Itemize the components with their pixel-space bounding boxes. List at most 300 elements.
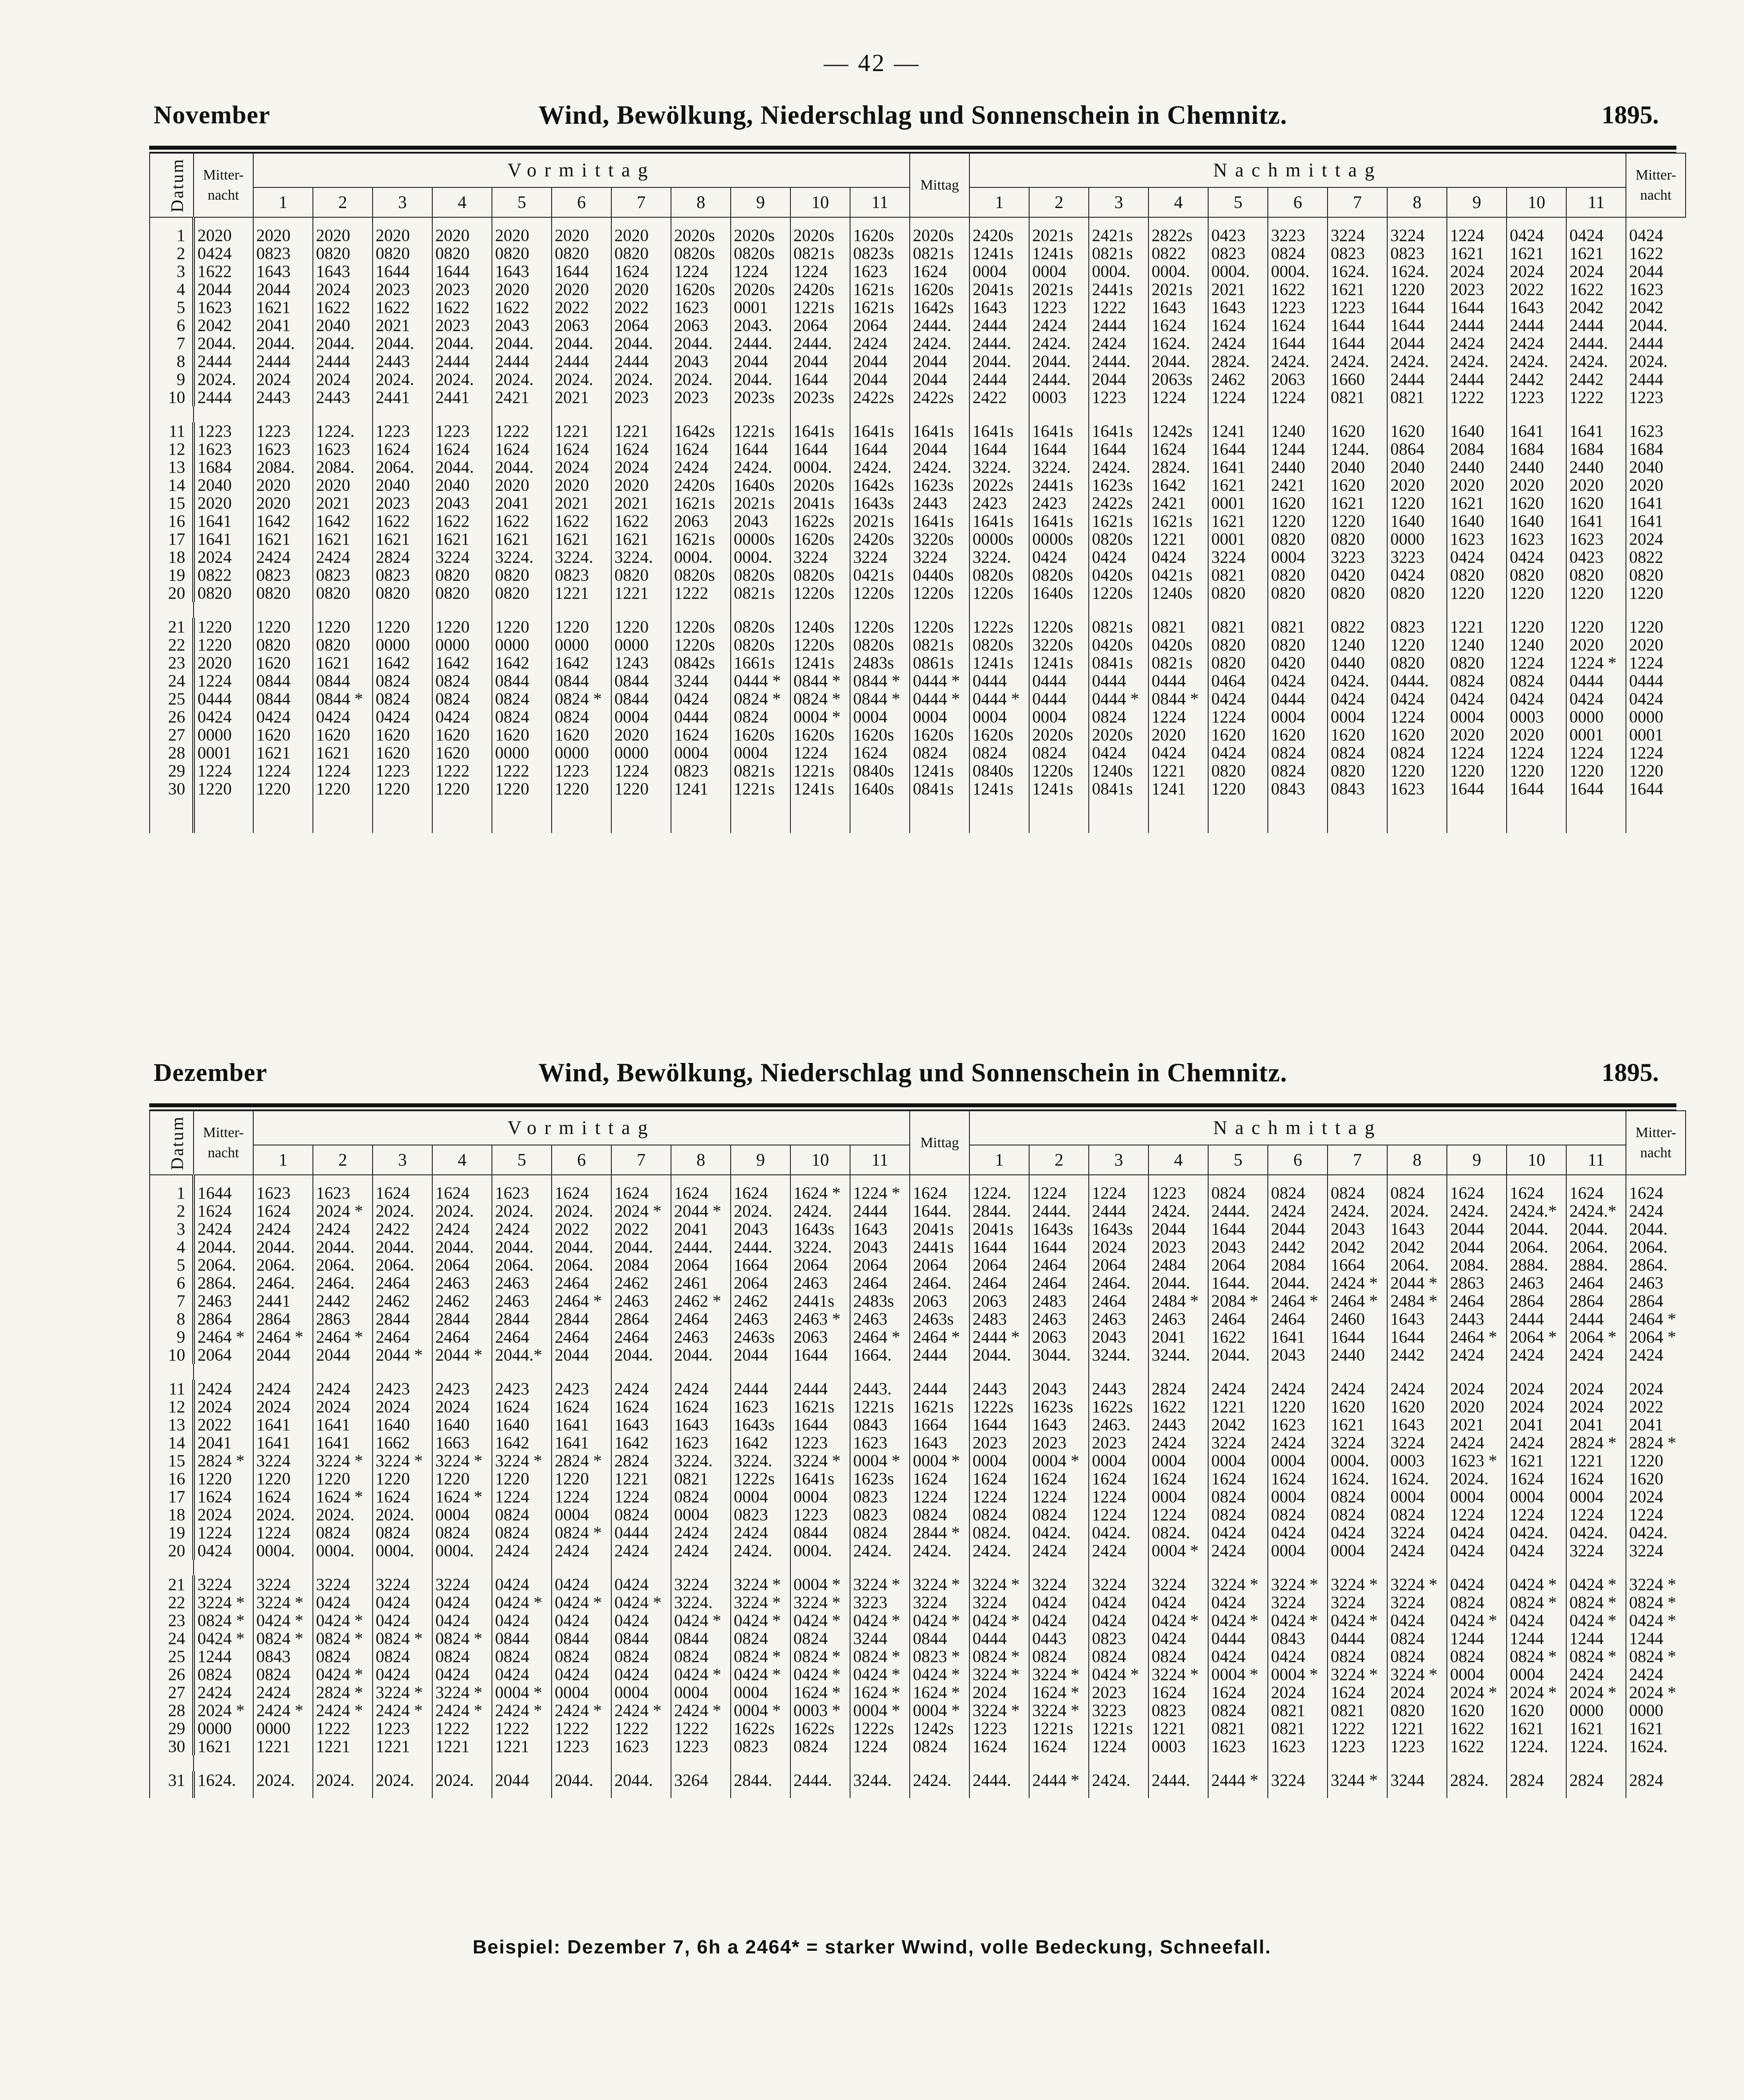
day-number: 6 — [150, 1274, 194, 1292]
table-row — [150, 370, 1686, 388]
observation-cell: 2484 — [1148, 1256, 1208, 1274]
observation-cell: 1622 — [1566, 280, 1626, 298]
observation-cell: 0820 — [1268, 530, 1328, 548]
observation-cell: 2443 — [910, 494, 969, 512]
observation-cell: 2424 — [1387, 1542, 1447, 1560]
observation-cell: 0823 * — [910, 1648, 969, 1666]
observation-cell: 0000 — [194, 1719, 253, 1737]
observation-cell: 1684 — [1566, 440, 1626, 458]
observation-cell: 1660 — [1328, 370, 1387, 388]
observation-cell: 2444 — [194, 388, 253, 406]
top-rule — [149, 1103, 1676, 1107]
observation-cell: 1222s — [969, 618, 1029, 636]
observation-cell: 0820 — [492, 566, 552, 584]
gap-cell — [1089, 406, 1148, 422]
observation-cell: 0824 — [432, 690, 492, 708]
observation-cell: 3224. — [492, 548, 552, 566]
observation-cell: 0844 * — [313, 690, 373, 708]
observation-cell: 0824 — [1208, 1506, 1268, 1524]
observation-cell: 3224 — [1387, 1434, 1447, 1452]
observation-cell: 2441 — [253, 1292, 313, 1310]
hour-header: 4 — [432, 187, 492, 217]
observation-cell: 0004 — [432, 1506, 492, 1524]
observation-cell: 1621 — [253, 298, 313, 316]
observation-cell: 0824 — [1148, 1648, 1208, 1666]
observation-cell: 1644 — [790, 440, 850, 458]
observation-cell: 1640s — [850, 780, 910, 798]
observation-cell: 2444 — [1387, 370, 1447, 388]
observation-cell: 1224 — [194, 672, 253, 690]
observation-cell: 0004. — [253, 1542, 313, 1560]
observation-cell: 1222 — [671, 1719, 731, 1737]
day-number: 8 — [150, 1310, 194, 1328]
observation-cell: 1220 — [1387, 494, 1447, 512]
observation-cell: 2423 — [432, 1380, 492, 1398]
observation-cell: 1222 — [1089, 298, 1148, 316]
observation-cell: 3224 — [910, 1594, 969, 1612]
observation-cell: 0820s — [969, 636, 1029, 654]
observation-cell: 2022 — [194, 1416, 253, 1434]
observation-cell: 1664. — [850, 1346, 910, 1364]
hour-header: 9 — [731, 1145, 790, 1175]
observation-cell: 0824 * — [1626, 1648, 1686, 1666]
observation-cell: 2041 — [1566, 1416, 1626, 1434]
day-number: 26 — [150, 708, 194, 726]
observation-cell: 0824 — [1208, 1175, 1268, 1202]
observation-cell: 0424 * — [671, 1612, 731, 1630]
day-number: 25 — [150, 690, 194, 708]
observation-cell: 0824 * — [850, 1648, 910, 1666]
gap-cell — [850, 1364, 910, 1380]
observation-cell: 1622 — [1268, 280, 1328, 298]
gap-cell — [1566, 1364, 1626, 1380]
observation-cell: 3224 * — [1029, 1702, 1089, 1719]
day-number: 30 — [150, 1737, 194, 1755]
observation-cell: 2044 — [1148, 1220, 1208, 1238]
observation-cell: 2021s — [731, 494, 790, 512]
tail-cell — [790, 798, 850, 833]
observation-cell: 3224 * — [1268, 1576, 1328, 1594]
observation-cell: 2024. — [313, 1771, 373, 1789]
observation-cell: 0824 — [492, 1506, 552, 1524]
mittag-header: Mittag — [910, 1111, 969, 1175]
observation-cell: 1624 — [1148, 1470, 1208, 1488]
observation-cell: 2024. — [1387, 1202, 1447, 1220]
observation-cell: 2020 — [1507, 476, 1566, 494]
observation-cell: 1624 — [1268, 316, 1328, 334]
observation-cell: 2024. — [552, 370, 611, 388]
table-row — [150, 458, 1686, 476]
tail-cell — [552, 1789, 611, 1798]
table-row — [150, 726, 1686, 744]
observation-cell: 1663 — [432, 1434, 492, 1452]
observation-cell: 1621s — [1089, 512, 1148, 530]
observation-cell: 2463 — [492, 1292, 552, 1310]
tail-cell — [731, 1789, 790, 1798]
observation-cell: 2024. — [253, 1771, 313, 1789]
observation-cell: 2044.* — [492, 1346, 552, 1364]
observation-cell: 2864. — [1626, 1256, 1686, 1274]
observation-cell: 0844 — [492, 1630, 552, 1648]
observation-cell: 1622 — [432, 512, 492, 530]
observation-cell: 2424 — [313, 548, 373, 566]
observation-cell: 0004. — [432, 1542, 492, 1560]
observation-cell: 2024 * — [194, 1702, 253, 1719]
tail-cell — [1626, 798, 1686, 833]
gap-cell — [969, 1755, 1029, 1771]
observation-cell: 2424. — [1089, 1771, 1148, 1789]
observation-cell: 1643 — [611, 1416, 671, 1434]
observation-cell: 0824 * — [1566, 1648, 1626, 1666]
table-row — [150, 1576, 1686, 1594]
observation-cell: 2424 — [671, 1524, 731, 1542]
observation-cell: 0424 * — [790, 1666, 850, 1684]
gap-cell — [492, 406, 552, 422]
observation-cell: 1624 — [1566, 1470, 1626, 1488]
observation-cell: 1620 — [492, 726, 552, 744]
observation-cell: 2442 — [1387, 1346, 1447, 1364]
gap-cell — [969, 1560, 1029, 1576]
observation-cell: 2483 — [1029, 1292, 1089, 1310]
observation-cell: 0003 — [1387, 1452, 1447, 1470]
hour-header: 3 — [1089, 1145, 1148, 1175]
observation-cell: 1222 — [313, 1719, 373, 1737]
observation-cell: 0004. — [313, 1542, 373, 1560]
observation-cell: 0821 — [1328, 1702, 1387, 1719]
observation-cell: 0424 — [373, 1612, 432, 1630]
hour-header: 8 — [1387, 187, 1447, 217]
observation-cell: 1623 — [1566, 530, 1626, 548]
nachmittag-header: Nachmittag — [969, 153, 1626, 187]
observation-cell: 1641s — [850, 422, 910, 440]
observation-cell: 0420s — [1089, 566, 1148, 584]
observation-cell: 2420s — [790, 280, 850, 298]
observation-cell: 2064. — [373, 1256, 432, 1274]
observation-cell: 2424 * — [1328, 1274, 1387, 1292]
table-row — [150, 440, 1686, 458]
observation-cell: 1622s — [1089, 1398, 1148, 1416]
observation-cell: 1642 — [313, 512, 373, 530]
table-row — [150, 530, 1686, 548]
observation-cell: 1622 — [611, 512, 671, 530]
observation-cell: 0864 — [1387, 440, 1447, 458]
observation-cell: 2041s — [910, 1220, 969, 1238]
observation-cell: 2864 — [253, 1310, 313, 1328]
observation-cell: 1624 — [1029, 1470, 1089, 1488]
observation-cell: 0004 — [1148, 1452, 1208, 1470]
vormittag-header: Vormittag — [253, 153, 910, 187]
observation-cell: 1621s — [671, 530, 731, 548]
observation-cell: 1624 * — [790, 1175, 850, 1202]
observation-cell: 3220s — [910, 530, 969, 548]
observation-cell: 1643 — [313, 262, 373, 280]
observation-cell: 2464. — [910, 1274, 969, 1292]
observation-cell: 0820 — [432, 566, 492, 584]
observation-cell: 0424. — [1566, 1524, 1626, 1542]
day-number: 9 — [150, 1328, 194, 1346]
observation-cell: 2424 — [552, 1542, 611, 1560]
gap-cell — [790, 406, 850, 422]
observation-cell: 2021 — [1208, 280, 1268, 298]
observation-cell: 1220 — [1566, 584, 1626, 602]
observation-cell: 1621 — [1208, 476, 1268, 494]
observation-cell: 0004. — [1148, 262, 1208, 280]
observation-cell: 0423 — [1208, 217, 1268, 244]
observation-cell: 0444 — [1626, 672, 1686, 690]
tail-cell — [1447, 1789, 1507, 1798]
observation-cell: 2024 — [1507, 1380, 1566, 1398]
observation-cell: 0444 * — [910, 672, 969, 690]
observation-cell: 2822s — [1148, 217, 1208, 244]
observation-cell: 1624 — [1507, 1470, 1566, 1488]
observation-cell: 2024 — [373, 1398, 432, 1416]
observation-cell: 1644 — [1089, 440, 1148, 458]
observation-cell: 2443 — [1089, 1380, 1148, 1398]
observation-cell: 2424 — [1447, 334, 1507, 352]
observation-cell: 1642 — [731, 1434, 790, 1452]
observation-cell: 0424 — [492, 1666, 552, 1684]
observation-cell: 1641 — [253, 1434, 313, 1452]
observation-cell: 1624 * — [313, 1488, 373, 1506]
observation-cell: 2064 — [910, 1256, 969, 1274]
observation-cell: 2024. — [194, 370, 253, 388]
observation-cell: 1641s — [1089, 422, 1148, 440]
observation-cell: 2462 — [432, 1292, 492, 1310]
observation-cell: 1624. — [1148, 334, 1208, 352]
section-title: Wind, Bewölkung, Niederschlag und Sonnenschein in Chemnitz. — [538, 1058, 1288, 1087]
observation-cell: 1622 — [432, 298, 492, 316]
observation-cell: 0424. — [1328, 672, 1387, 690]
observation-cell: 2024 — [1626, 1380, 1686, 1398]
observation-cell: 1643s — [850, 494, 910, 512]
observation-cell: 2424 — [492, 1542, 552, 1560]
observation-cell: 3224 * — [373, 1684, 432, 1702]
observation-cell: 2084 — [1447, 440, 1507, 458]
observation-cell: 0823s — [850, 244, 910, 262]
observation-cell: 0821 — [1268, 1702, 1328, 1719]
observation-cell: 0004 * — [1148, 1542, 1208, 1560]
observation-cell: 2483s — [850, 1292, 910, 1310]
observation-cell: 2024 — [1626, 1488, 1686, 1506]
observation-cell: 2424 — [253, 1380, 313, 1398]
observation-cell: 2424 — [1566, 1666, 1626, 1684]
gap-cell — [910, 406, 969, 422]
observation-cell: 1220 — [432, 618, 492, 636]
observation-cell: 3224 — [1566, 1542, 1626, 1560]
observation-cell: 0820 — [373, 584, 432, 602]
table-row — [150, 1612, 1686, 1630]
observation-cell: 1224 — [1447, 1506, 1507, 1524]
observation-cell: 1244 — [1268, 440, 1328, 458]
hour-header: 7 — [1328, 187, 1387, 217]
observation-cell: 0820s — [850, 636, 910, 654]
observation-cell: 1621 — [313, 744, 373, 762]
observation-cell: 2024 — [1566, 1380, 1626, 1398]
observation-cell: 2424 * — [313, 1702, 373, 1719]
observation-cell: 2424. — [731, 1542, 790, 1560]
hour-header: 6 — [1268, 187, 1328, 217]
gap-cell — [313, 602, 373, 618]
observation-cell: 2064 — [671, 1256, 731, 1274]
observation-cell: 1621s — [910, 1398, 969, 1416]
observation-cell: 0823 — [1208, 244, 1268, 262]
observation-cell: 2424 — [194, 1684, 253, 1702]
observation-cell: 1643s — [1089, 1220, 1148, 1238]
gap-cell — [1507, 1755, 1566, 1771]
observation-cell: 2043 — [1029, 1380, 1089, 1398]
hour-header: 5 — [492, 187, 552, 217]
observation-cell: 1644. — [910, 1202, 969, 1220]
observation-cell: 2044. — [611, 1771, 671, 1789]
observation-cell: 2424 — [1626, 1666, 1686, 1684]
observation-cell: 1621 — [611, 530, 671, 548]
observation-cell: 0424 — [1507, 1542, 1566, 1560]
observation-cell: 1641s — [910, 512, 969, 530]
observation-cell: 2064 — [790, 1256, 850, 1274]
observation-cell: 2024. — [1626, 352, 1686, 370]
observation-cell: 2064 * — [1566, 1328, 1626, 1346]
observation-cell: 0464 — [1208, 672, 1268, 690]
observation-cell: 1644 — [790, 370, 850, 388]
section-heading — [149, 100, 1676, 140]
observation-cell: 2042 — [1626, 298, 1686, 316]
observation-cell: 2044 — [253, 1346, 313, 1364]
tail-cell — [1328, 798, 1387, 833]
observation-cell: 2020 — [611, 217, 671, 244]
gap-cell — [1387, 1364, 1447, 1380]
observation-cell: 2441s — [1089, 280, 1148, 298]
observation-cell: 0003 — [1029, 388, 1089, 406]
day-number: 22 — [150, 1594, 194, 1612]
observation-cell: 1220 — [313, 1470, 373, 1488]
observation-cell: 1223 — [1626, 388, 1686, 406]
observation-cell: 0424 * — [910, 1612, 969, 1630]
observation-cell: 2044 — [910, 370, 969, 388]
observation-cell: 2084 — [611, 1256, 671, 1274]
gap-cell — [1089, 1755, 1148, 1771]
observation-cell: 2463 — [611, 1292, 671, 1310]
observation-cell: 0000 — [1626, 708, 1686, 726]
observation-cell: 0424 — [1268, 1524, 1328, 1542]
observation-cell: 0824 — [731, 708, 790, 726]
observation-cell: 0004 * — [790, 1576, 850, 1594]
observation-cell: 2421 — [492, 388, 552, 406]
observation-cell: 1222 — [671, 584, 731, 602]
observation-cell: 2424. — [790, 1202, 850, 1220]
observation-cell: 1222 — [492, 1719, 552, 1737]
observation-cell: 0000s — [731, 530, 790, 548]
table-row — [150, 566, 1686, 584]
observation-cell: 1224 — [1148, 388, 1208, 406]
observation-cell: 0421s — [1148, 566, 1208, 584]
observation-cell: 0004 * — [1029, 1452, 1089, 1470]
observation-cell: 1644 — [1566, 780, 1626, 798]
observation-cell: 1620 — [1387, 422, 1447, 440]
gap-cell — [671, 1560, 731, 1576]
observation-cell: 1224 — [552, 1488, 611, 1506]
observation-cell: 2024. — [313, 1506, 373, 1524]
observation-cell: 2424. — [1566, 352, 1626, 370]
gap-cell — [910, 602, 969, 618]
observation-cell: 1643 — [1387, 1310, 1447, 1328]
observation-cell: 2044. — [611, 1346, 671, 1364]
observation-cell: 2044. — [1029, 352, 1089, 370]
gap-cell — [1447, 1560, 1507, 1576]
observation-cell: 1624 * — [910, 1684, 969, 1702]
table-row — [150, 476, 1686, 494]
observation-cell: 2040 — [194, 476, 253, 494]
observation-cell: 2424 * — [253, 1702, 313, 1719]
observation-cell: 1241 — [1208, 422, 1268, 440]
observation-cell: 1624 — [552, 440, 611, 458]
gap-cell — [1268, 1560, 1328, 1576]
observation-cell: 2023s — [731, 388, 790, 406]
observation-cell: 0844 — [790, 1524, 850, 1542]
observation-cell: 1624. — [1328, 1470, 1387, 1488]
observation-cell: 1624 — [1447, 1175, 1507, 1202]
observation-cell: 1621 — [313, 654, 373, 672]
observation-cell: 1624 — [1208, 1684, 1268, 1702]
observation-cell: 2020 — [313, 476, 373, 494]
observation-cell: 1220 — [373, 1470, 432, 1488]
table-row — [150, 1506, 1686, 1524]
observation-cell: 0824 — [910, 744, 969, 762]
observation-cell: 2024 — [1447, 1380, 1507, 1398]
observation-cell: 1221 — [1148, 762, 1208, 780]
observation-cell: 2463 — [790, 1274, 850, 1292]
observation-cell: 2044 — [1447, 1238, 1507, 1256]
weather-table — [149, 153, 1686, 833]
observation-cell: 1224 — [1626, 654, 1686, 672]
observation-cell: 0823 — [850, 1488, 910, 1506]
observation-cell: 2420s — [671, 476, 731, 494]
observation-cell: 2020 — [194, 654, 253, 672]
gap-cell — [253, 602, 313, 618]
observation-cell: 2824 — [373, 548, 432, 566]
observation-cell: 2020 — [253, 476, 313, 494]
observation-cell: 2484 * — [1148, 1292, 1208, 1310]
tail-cell — [910, 798, 969, 833]
observation-cell: 0844 — [611, 672, 671, 690]
observation-cell: 1221 — [552, 584, 611, 602]
observation-cell: 0424 * — [492, 1594, 552, 1612]
observation-cell: 2043 — [671, 352, 731, 370]
observation-cell: 1621s — [850, 280, 910, 298]
observation-cell: 1644 — [969, 440, 1029, 458]
observation-cell: 0001 — [194, 744, 253, 762]
observation-cell: 2424 — [1268, 1380, 1328, 1398]
tail-cell — [1089, 798, 1148, 833]
observation-cell: 1624 — [671, 726, 731, 744]
observation-cell: 0824 — [1387, 1506, 1447, 1524]
observation-cell: 1624 — [910, 1175, 969, 1202]
observation-cell: 2444 — [492, 352, 552, 370]
observation-cell: 1623 — [1626, 422, 1686, 440]
observation-cell: 1243 — [611, 654, 671, 672]
observation-cell: 0824 — [1328, 1506, 1387, 1524]
observation-cell: 0823 — [1387, 244, 1447, 262]
observation-cell: 1684 — [1626, 440, 1686, 458]
observation-cell: 0823 — [253, 566, 313, 584]
hour-header: 10 — [1507, 187, 1566, 217]
observation-cell: 2024 — [1566, 262, 1626, 280]
observation-cell: 1224 — [1089, 1488, 1148, 1506]
observation-cell: 0840s — [850, 762, 910, 780]
mitternacht-header: Mitter- nacht — [194, 1111, 253, 1175]
gap-cell — [611, 1364, 671, 1380]
gap-cell — [790, 1364, 850, 1380]
observation-cell: 0424 * — [1626, 1612, 1686, 1630]
